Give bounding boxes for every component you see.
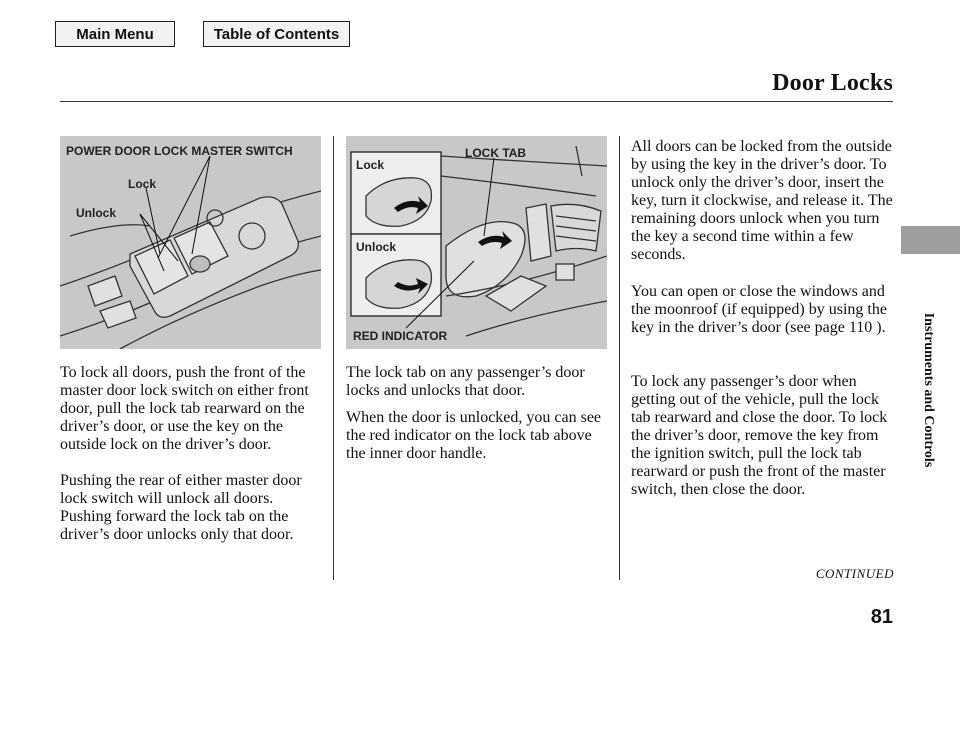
col3-paragraph-2-text: You can open or close the windows and the moonroof (if equipped) by using the key in the driver’s door bbox=[631, 283, 887, 336]
main-menu-button[interactable]: Main Menu bbox=[55, 21, 175, 47]
page-number: 81 bbox=[870, 606, 893, 628]
col3-paragraph-3: To lock any passenger’s door when getting out of the vehicle, pull the lock tab rearward and close the door. To lock the driver’s door, remove the key from the ignition switch, pull the lock tab rearward or push the front of the master switch, then close the door. bbox=[631, 373, 888, 498]
master-switch-illustration bbox=[60, 136, 321, 349]
figure1-unlock-label: Unlock bbox=[76, 206, 117, 220]
column-divider-2 bbox=[619, 136, 620, 580]
master-switch-figure bbox=[60, 136, 321, 349]
section-label: Instruments and Controls bbox=[921, 312, 936, 468]
col1-paragraph-1: To lock all doors, push the front of the master door lock switch on either front door, pull the lock tab rearward on the driver’s door, or use the key on the outside lock on the driver’s door. bbox=[60, 364, 309, 453]
table-of-contents-button[interactable]: Table of Contents bbox=[203, 21, 350, 47]
col1-paragraph-2: Pushing the rear of either master door lock switch will unlock all doors. Pushing forward the lock tab on the driver’s door unlocks only that door. bbox=[60, 472, 302, 543]
page-110-link[interactable]: (see page 110 ). bbox=[784, 319, 886, 336]
figure2-red-indicator-label: RED INDICATOR bbox=[353, 329, 448, 343]
column-divider-1 bbox=[333, 136, 334, 580]
col3-paragraph-2 bbox=[631, 283, 899, 337]
lock-tab-figure bbox=[346, 136, 607, 349]
figure2-lock-label: Lock bbox=[356, 158, 385, 172]
page-title: Door Locks bbox=[772, 70, 893, 96]
continued-label: CONTINUED bbox=[815, 566, 894, 581]
header-divider bbox=[60, 101, 893, 102]
section-tab-marker bbox=[901, 226, 960, 254]
figure2-lock-tab-label: LOCK TAB bbox=[465, 146, 527, 160]
col2-paragraph-1: The lock tab on any passenger’s door locks and unlocks that door. bbox=[346, 364, 585, 399]
figure2-unlock-label: Unlock bbox=[356, 240, 397, 254]
figure1-title: POWER DOOR LOCK MASTER SWITCH bbox=[66, 144, 293, 158]
figure1-lock-label: Lock bbox=[128, 177, 157, 191]
col3-paragraph-1: All doors can be locked from the outside by using the key in the driver’s door. To unlock only the driver’s door, insert the key, turn it clockwise, and release it. The remaining doors unlock when you turn the key a second time within a few seconds. bbox=[631, 138, 893, 263]
col2-paragraph-2: When the door is unlocked, you can see the red indicator on the lock tab above the inner door handle. bbox=[346, 409, 602, 462]
